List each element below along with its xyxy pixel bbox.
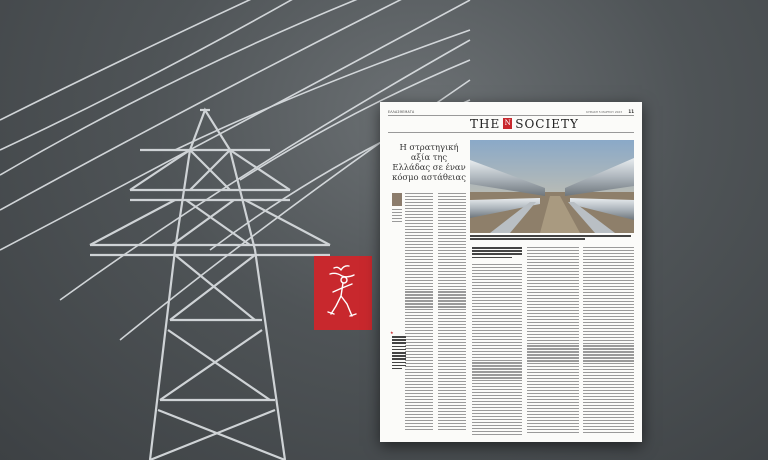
pull-quote	[392, 336, 406, 390]
masthead-mark: N	[504, 119, 511, 127]
photo-caption	[470, 235, 634, 242]
page-number: 11	[628, 109, 634, 114]
brand-logo-box	[314, 256, 372, 330]
newspaper-page	[380, 102, 642, 442]
body-column-1	[405, 193, 433, 432]
article-subhead	[472, 247, 522, 260]
pull-quote-star-icon: ★	[390, 330, 394, 335]
masthead-right: SOCIETY	[515, 117, 579, 131]
author-photo	[392, 193, 402, 206]
body-column-2	[438, 193, 466, 432]
body-column-4	[527, 247, 579, 435]
author-credit	[392, 209, 402, 224]
masthead-left: THE	[470, 117, 501, 131]
body-column-3	[472, 264, 522, 437]
page-header	[388, 107, 634, 133]
article-headline: Η στρατηγική αξία της Ελλάδας σε έναν κόσμο αστάθειας	[392, 142, 466, 182]
date-line: ΚΥΡΙΑΚΗ 5 ΜΑΡΤΙΟΥ 2023	[586, 110, 622, 114]
section-label: ΕΛΛΑΣΘΕΜΑΤΑ	[388, 110, 415, 114]
hermes-logo-icon	[314, 256, 372, 330]
pipeline-photo	[470, 140, 634, 233]
body-column-5	[583, 247, 634, 435]
masthead	[470, 118, 579, 130]
